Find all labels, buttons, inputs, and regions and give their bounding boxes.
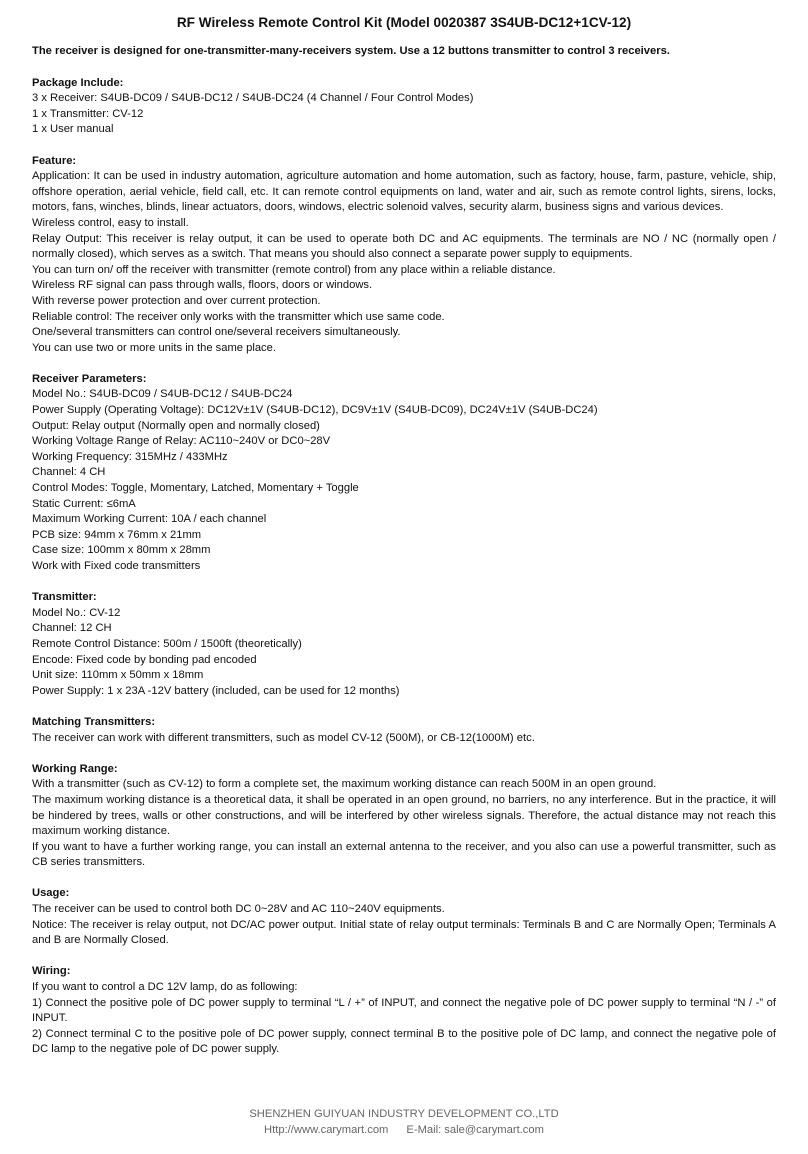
transmitter-line: Channel: 12 CH xyxy=(32,622,112,635)
receiver-parameters-section xyxy=(32,372,776,575)
transmitter-line: Power Supply: 1 x 23A -12V battery (included, can be used for 12 months) xyxy=(32,684,400,697)
receiver-parameter-line: Working Frequency: 315MHz / 433MHz xyxy=(32,450,228,463)
footer-contact xyxy=(0,1123,808,1139)
receiver-parameter-line: Output: Relay output (Normally open and normally closed) xyxy=(32,419,320,432)
working-range-section xyxy=(32,762,776,871)
package-heading: Package Include: xyxy=(32,76,124,89)
feature-line: With reverse power protection and over current protection. xyxy=(32,294,321,307)
feature-line: You can use two or more units in the same place. xyxy=(32,341,276,354)
receiver-parameter-line: Case size: 100mm x 80mm x 28mm xyxy=(32,544,211,557)
package-line: 1 x User manual xyxy=(32,123,114,136)
document-title: RF Wireless Remote Control Kit (Model 0020387 3S4UB-DC12+1CV-12) xyxy=(176,15,632,30)
matching-transmitters-line: The receiver can work with different transmitters, such as model CV-12 (500M), or CB-12(1000M) etc. xyxy=(32,731,535,744)
matching-transmitters-section xyxy=(32,715,776,746)
receiver-parameter-line: Static Current: ≤6mA xyxy=(32,497,136,510)
receiver-parameter-line: Channel: 4 CH xyxy=(32,466,106,479)
wiring-line: 2) Connect terminal C to the positive pole of DC power supply, connect terminal B to the positive pole of DC lamp, and connect the negative pole of DC lamp to the negative pole of DC power supply. xyxy=(32,1027,776,1056)
matching-transmitters-heading: Matching Transmitters: xyxy=(32,715,156,728)
receiver-parameter-line: PCB size: 94mm x 76mm x 21mm xyxy=(32,528,202,541)
package-line: 3 x Receiver: S4UB-DC09 / S4UB-DC12 / S4UB-DC24 (4 Channel / Four Control Modes) xyxy=(32,92,474,105)
feature-line: Reliable control: The receiver only works with the transmitter which use same code. xyxy=(32,310,445,323)
intro-text: The receiver is designed for one-transmitter-many-receivers system. Use a 12 buttons transmitter to control 3 receivers. xyxy=(32,45,670,57)
usage-line: The receiver can be used to control both DC 0~28V and AC 110~240V equipments. xyxy=(32,903,445,916)
usage-line: Notice: The receiver is relay output, not DC/AC power output. Initial state of relay output terminals: Terminals B and C are Normally Open; Terminals A and B are Normally Closed. xyxy=(32,918,776,947)
feature-line: You can turn on/ off the receiver with transmitter (remote control) from any place within a reliable distance. xyxy=(32,263,556,276)
feature-line: One/several transmitters can control one/several receivers simultaneously. xyxy=(32,326,401,339)
feature-section xyxy=(32,154,776,357)
wiring-line: 1) Connect the positive pole of DC power supply to terminal “L / +” of INPUT, and connect the negative pole of DC power supply to terminal “N / -” of INPUT. xyxy=(32,996,776,1025)
transmitter-line: Encode: Fixed code by bonding pad encoded xyxy=(32,653,257,666)
wiring-heading: Wiring: xyxy=(32,965,71,978)
working-range-line: The maximum working distance is a theoretical data, it shall be operated in an open ground, no barriers, no any interference. But in the practice, it will be hindered by trees, walls or other constructions, and will be interfered by other wireless signals. Therefore, the actual distance may not reach this maximum working distance. xyxy=(32,793,776,838)
transmitter-line: Model No.: CV-12 xyxy=(32,606,121,619)
feature-heading: Feature: xyxy=(32,154,77,167)
usage-section xyxy=(32,886,776,948)
transmitter-section xyxy=(32,590,776,699)
feature-line: Wireless control, easy to install. xyxy=(32,216,189,229)
feature-line: Relay Output: This receiver is relay output, it can be used to operate both DC and AC equipments. The terminals are NO / NC (normally open / normally closed), which serves as a switch. That means you should also connect a separate power supply to equipments. xyxy=(32,232,776,261)
transmitter-line: Unit size: 110mm x 50mm x 18mm xyxy=(32,669,204,682)
feature-line: Wireless RF signal can pass through walls, floors, doors or windows. xyxy=(32,279,373,292)
working-range-line: With a transmitter (such as CV-12) to form a complete set, the maximum working distance can reach 500M in an open ground. xyxy=(32,778,657,791)
package-section xyxy=(32,76,776,138)
receiver-parameter-line: Model No.: S4UB-DC09 / S4UB-DC12 / S4UB-DC24 xyxy=(32,388,293,401)
receiver-parameter-line: Power Supply (Operating Voltage): DC12V±1V (S4UB-DC12), DC9V±1V (S4UB-DC09), DC24V±1V (S4UB-DC24) xyxy=(32,404,598,417)
transmitter-line: Remote Control Distance: 500m / 1500ft (theoretically) xyxy=(32,637,302,650)
receiver-parameter-line: Control Modes: Toggle, Momentary, Latched, Momentary + Toggle xyxy=(32,482,359,495)
working-range-heading: Working Range: xyxy=(32,762,118,775)
receiver-parameter-line: Maximum Working Current: 10A / each channel xyxy=(32,513,267,526)
document-page xyxy=(32,14,776,1074)
wiring-line: If you want to control a DC 12V lamp, do as following: xyxy=(32,981,298,994)
receiver-parameters-heading: Receiver Parameters: xyxy=(32,372,147,385)
transmitter-heading: Transmitter: xyxy=(32,591,97,604)
feature-line: Application: It can be used in industry automation, agriculture automation and home automation, such as factory, house, farm, pasture, vehicle, ship, offshore operation, aerial vehicle, field call, etc. It can remote control equipments on land, water and air, such as remote control lights, sirens, locks, motors, fans, winches, blinds, linear actuators, doors, windows, electric solenoid valves, security alarm, business signs and various devices. xyxy=(32,170,776,214)
receiver-parameter-line: Working Voltage Range of Relay: AC110~240V or DC0~28V xyxy=(32,435,331,448)
footer xyxy=(0,1107,808,1138)
footer-email-link[interactable]: E-Mail: sale@carymart.com xyxy=(406,1123,544,1136)
wiring-section xyxy=(32,964,776,1058)
package-line: 1 x Transmitter: CV-12 xyxy=(32,107,144,120)
footer-website-link[interactable]: Http://www.carymart.com xyxy=(264,1123,389,1136)
usage-heading: Usage: xyxy=(32,887,70,900)
working-range-line: If you want to have a further working range, you can install an external antenna to the receiver, and you also can use a powerful transmitter, such as CB series transmitters. xyxy=(32,840,776,869)
receiver-parameter-line: Work with Fixed code transmitters xyxy=(32,560,201,572)
footer-company: SHENZHEN GUIYUAN INDUSTRY DEVELOPMENT CO.,LTD xyxy=(249,1108,559,1120)
